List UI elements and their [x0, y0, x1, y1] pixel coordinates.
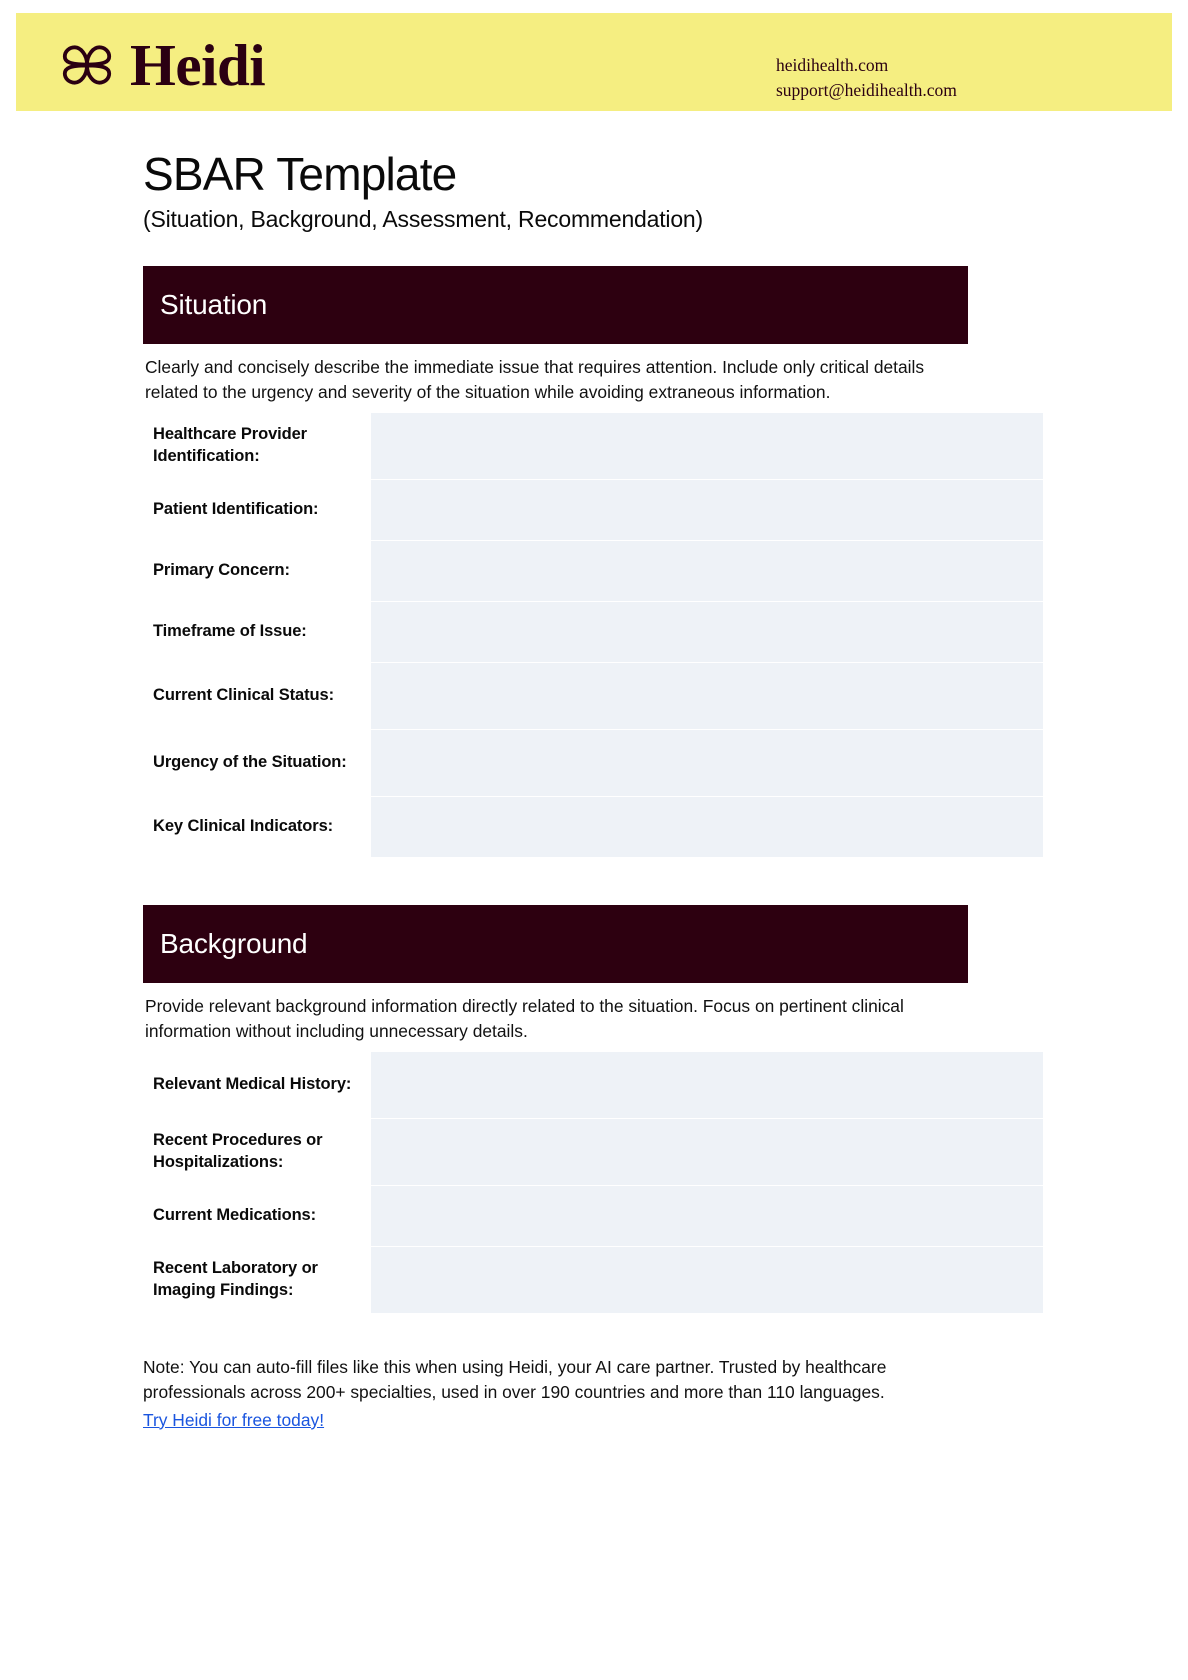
section-background	[143, 905, 1043, 1313]
brand-header-band	[16, 13, 1172, 111]
field-label: Current Medications:	[153, 1205, 317, 1224]
field-row	[143, 1186, 1043, 1246]
field-row	[143, 1119, 1043, 1185]
field-row	[143, 413, 1043, 479]
field-row	[143, 797, 1043, 857]
brand-website: heidihealth.com	[776, 55, 889, 75]
document-body	[143, 150, 1043, 1433]
try-heidi-link[interactable]: Try Heidi for free today!	[143, 1409, 325, 1430]
brand-contact-block	[776, 53, 957, 103]
field-row	[143, 1052, 1043, 1118]
field-row	[143, 541, 1043, 601]
field-input-recent-procedures-or-hospitalizations[interactable]	[371, 1119, 1043, 1185]
section-header-situation	[143, 266, 968, 344]
field-input-healthcare-provider-identification[interactable]	[371, 413, 1043, 479]
field-list-background	[143, 1052, 1043, 1313]
field-label: Patient Identification:	[153, 499, 319, 518]
field-input-current-medications[interactable]	[371, 1186, 1043, 1246]
page-subtitle: (Situation, Background, Assessment, Recommendation)	[143, 205, 703, 232]
footer-note	[143, 1355, 973, 1434]
field-label: Key Clinical Indicators:	[153, 816, 334, 835]
section-divider-spacer	[143, 858, 1043, 905]
field-row	[143, 1247, 1043, 1313]
brand-logo	[58, 32, 266, 98]
field-label: Urgency of the Situation:	[153, 752, 347, 771]
brand-email: support@heidihealth.com	[776, 79, 957, 100]
field-input-patient-identification[interactable]	[371, 480, 1043, 540]
field-row	[143, 602, 1043, 662]
field-input-primary-concern[interactable]	[371, 541, 1043, 601]
field-label: Primary Concern:	[153, 560, 290, 579]
field-label: Relevant Medical History:	[153, 1074, 352, 1093]
footer-note-text: Note: You can auto-fill files like this when using Heidi, your AI care partner. Trusted by healthcare professionals across 200+ specialties, used in over 190 countries and more than 110 languages.	[143, 1356, 887, 1403]
field-input-key-clinical-indicators[interactable]	[371, 797, 1043, 857]
field-input-timeframe-of-issue[interactable]	[371, 602, 1043, 662]
field-label: Healthcare Provider Identification:	[153, 424, 308, 465]
field-label: Current Clinical Status:	[153, 685, 334, 704]
field-label: Recent Procedures or Hospitalizations:	[153, 1130, 323, 1171]
heidi-clover-logo-icon	[58, 36, 116, 94]
field-label: Recent Laboratory or Imaging Findings:	[153, 1258, 318, 1299]
section-description-situation: Clearly and concisely describe the immediate issue that requires attention. Include only critical details related to the urgency and severity of the situation while avoiding extraneous information.	[145, 356, 925, 402]
section-heading-label: Situation	[160, 288, 268, 320]
field-label: Timeframe of Issue:	[153, 621, 307, 640]
page-title: SBAR Template	[143, 148, 457, 200]
field-row	[143, 480, 1043, 540]
section-header-background	[143, 905, 968, 983]
field-input-recent-laboratory-or-imaging-findings[interactable]	[371, 1247, 1043, 1313]
brand-wordmark: Heidi	[130, 32, 266, 98]
field-input-current-clinical-status[interactable]	[371, 663, 1043, 729]
section-heading-label: Background	[160, 927, 308, 959]
field-input-urgency-of-the-situation[interactable]	[371, 730, 1043, 796]
field-list-situation	[143, 413, 1043, 857]
field-row	[143, 663, 1043, 729]
section-situation	[143, 266, 1043, 857]
section-description-background: Provide relevant background information directly related to the situation. Focus on pertinent clinical information without including unnecessary details.	[145, 995, 904, 1041]
field-row	[143, 730, 1043, 796]
field-input-relevant-medical-history[interactable]	[371, 1052, 1043, 1118]
